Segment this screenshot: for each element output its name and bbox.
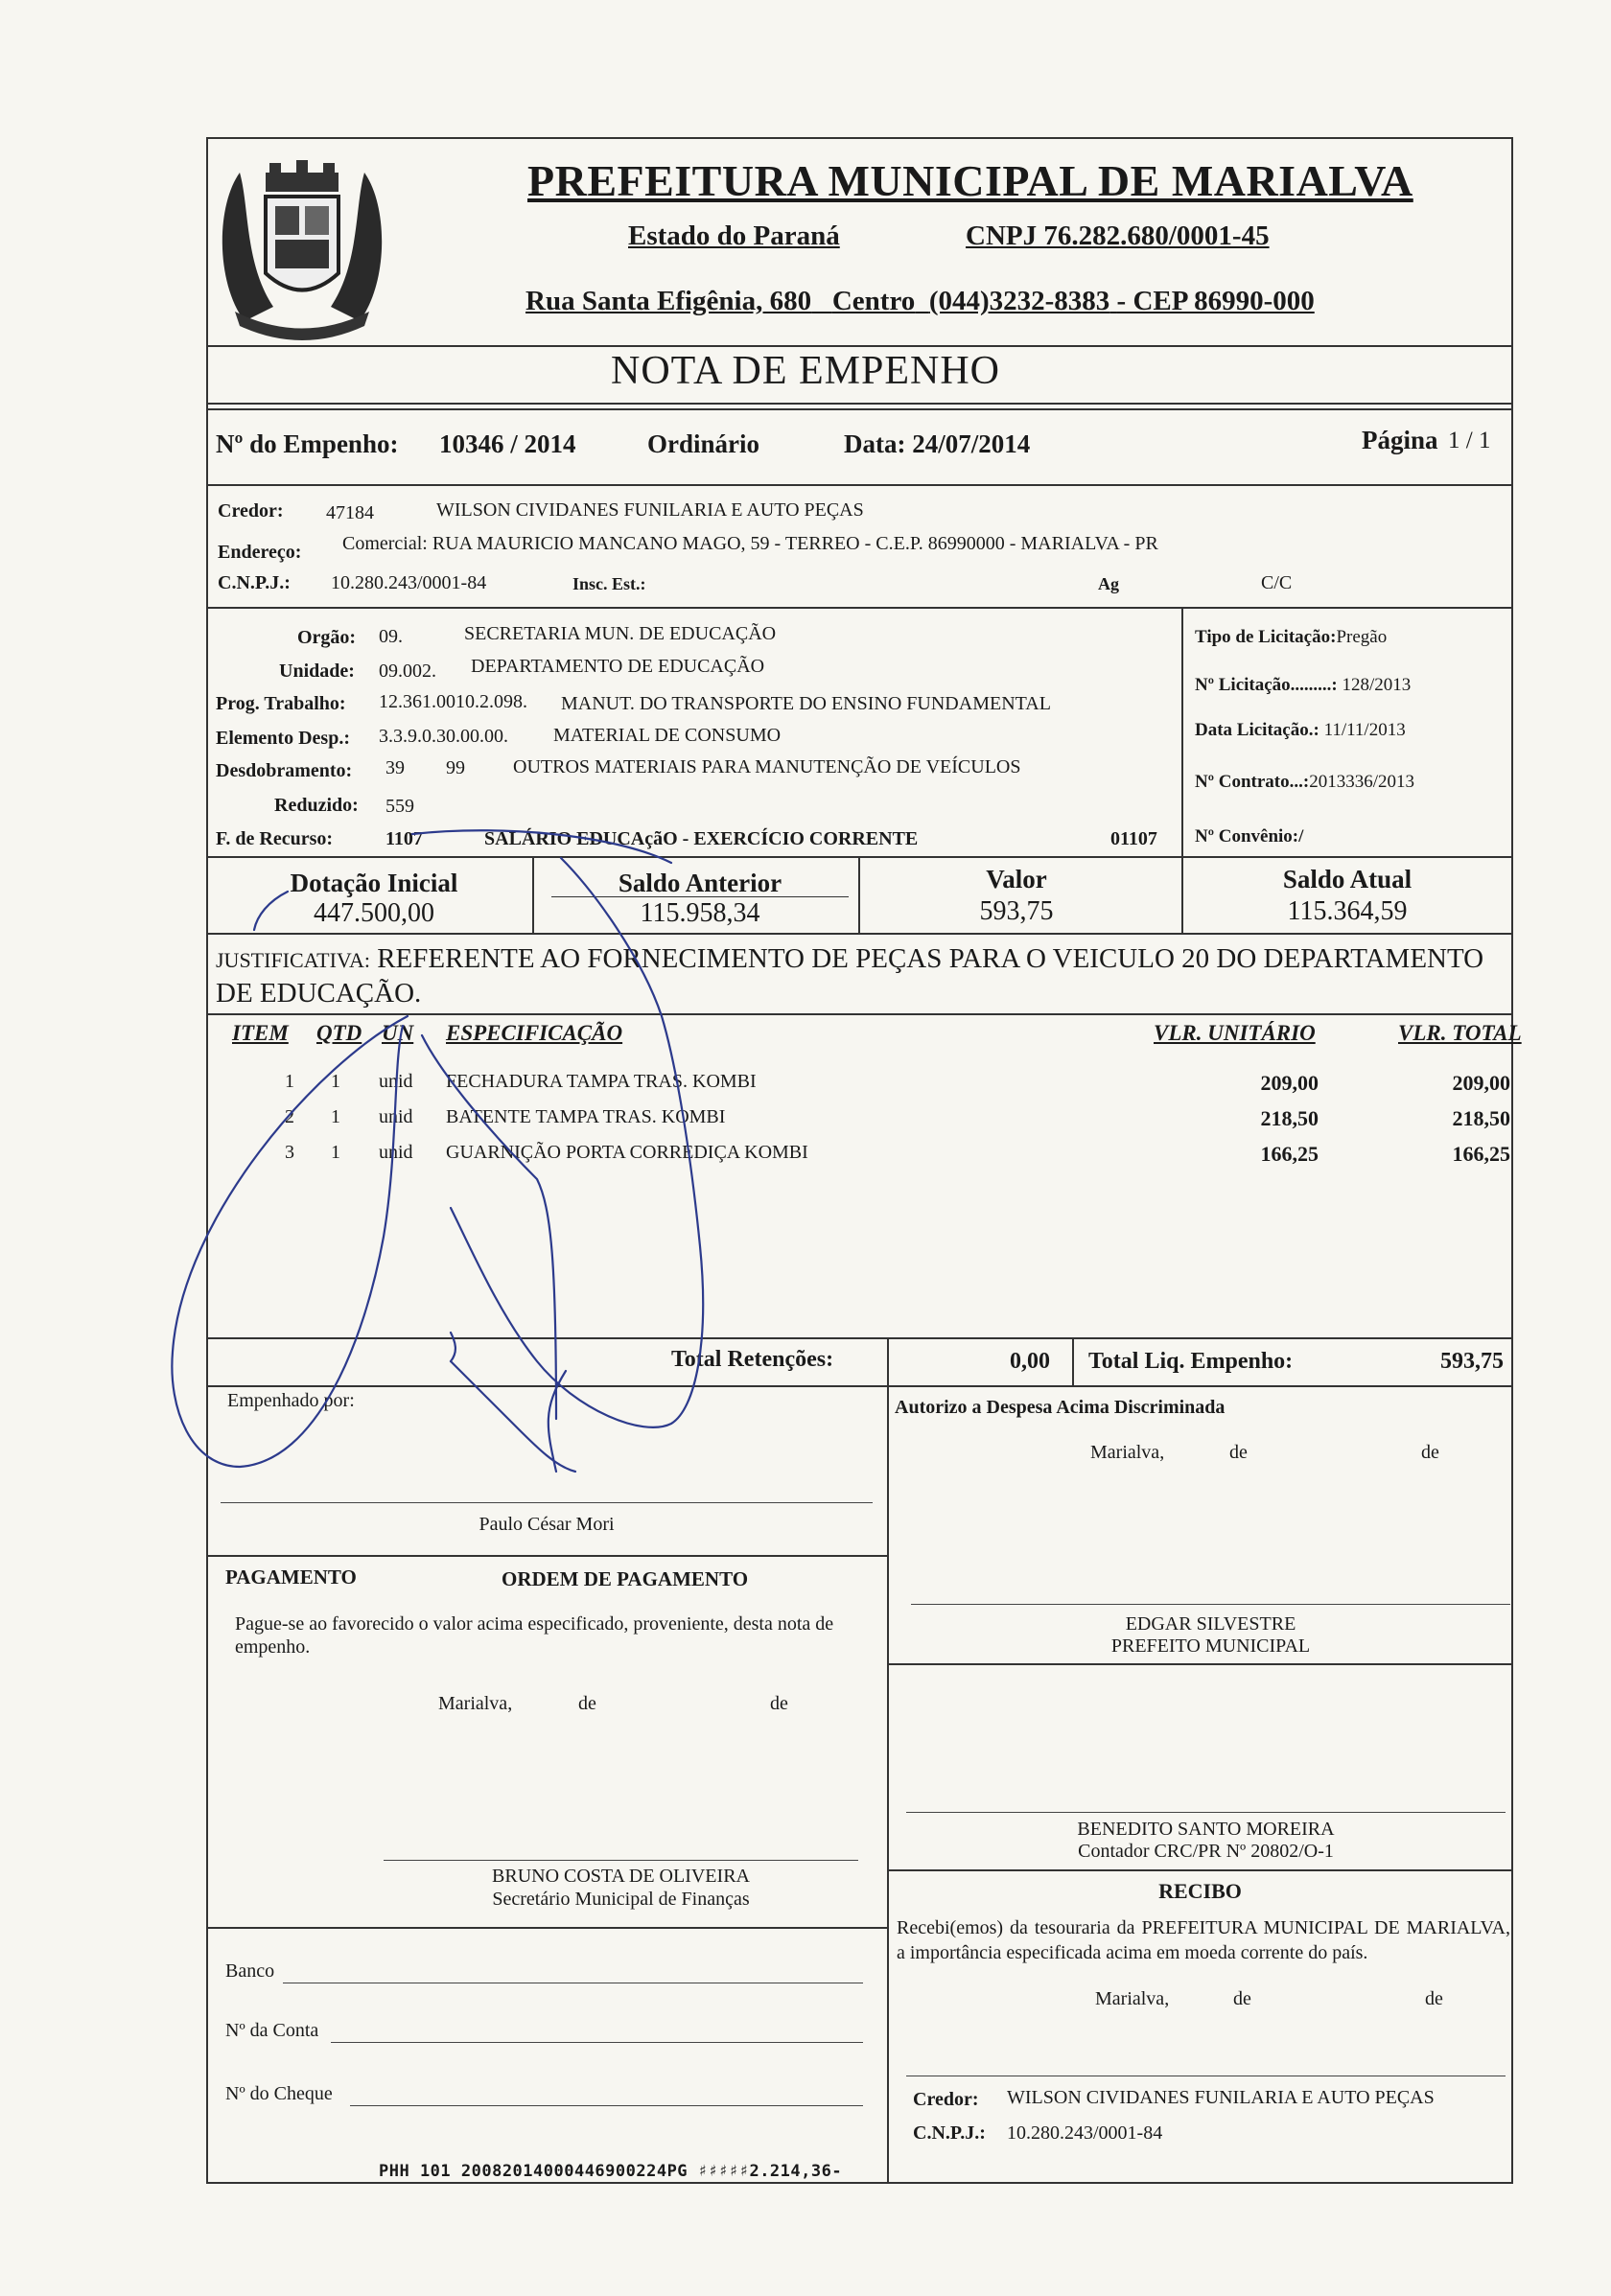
justificativa xyxy=(216,942,1483,1009)
total-liq-label: Total Liq. Empenho: xyxy=(1088,1349,1294,1374)
recurso-number: 01107 xyxy=(1110,828,1157,849)
num-licitacao-label: Nº Licitação.........: 128/2013 xyxy=(1195,675,1412,695)
recibo-credor-label: Credor: xyxy=(913,2089,979,2110)
elem-code: 3.3.9.0.30.00.00. xyxy=(379,726,508,747)
autorizo-de-2: de xyxy=(1421,1442,1439,1463)
reduzido-value: 559 xyxy=(385,796,414,817)
recibo-city: Marialva, xyxy=(1095,1988,1170,2009)
item-number: 1 xyxy=(285,1071,294,1092)
credor-cnpj: 10.280.243/0001-84 xyxy=(331,572,487,593)
credor-label: Credor: xyxy=(218,500,284,522)
justificativa-text-2: DE EDUCAÇÃO. xyxy=(216,978,422,1009)
recurso-desc: SALÁRIO EDUCAçãO - EXERCÍCIO CORRENTE xyxy=(484,828,919,849)
data-licitacao-value: 11/11/2013 xyxy=(1323,720,1406,740)
item-total-price: 166,25 xyxy=(1452,1142,1510,1166)
page-title: PREFEITURA MUNICIPAL DE MARIALVA xyxy=(527,156,1413,205)
unidade-code: 09.002. xyxy=(379,661,436,682)
address-label xyxy=(525,286,1315,317)
coat-of-arms-logo xyxy=(206,139,398,345)
item-description: GUARNIÇÃO PORTA CORREDIÇA KOMBI xyxy=(446,1142,808,1163)
item-unit: unid xyxy=(379,1142,413,1163)
contrato-value: 2013336/2013 xyxy=(1309,772,1414,792)
item-qtd: 1 xyxy=(331,1071,340,1092)
credor-name: WILSON CIVIDANES FUNILARIA E AUTO PEÇAS xyxy=(436,499,864,521)
pagamento-city: Marialva, xyxy=(438,1693,513,1714)
empenhado-label: Empenhado por: xyxy=(227,1390,355,1411)
desd-a: 39 xyxy=(385,757,405,778)
desd-desc: OUTROS MATERIAIS PARA MANUTENÇÃO DE VEÍCULOS xyxy=(513,756,1021,777)
autorizo-label: Autorizo a Despesa Acima Discriminada xyxy=(895,1397,1226,1418)
banco-label: Banco xyxy=(225,1960,275,1982)
state-label: Estado do Paraná xyxy=(628,220,840,251)
street: Rua Santa Efigênia, 680 xyxy=(525,286,812,316)
desd-label: Desdobramento: xyxy=(216,760,353,781)
prefeito-title: PREFEITO MUNICIPAL xyxy=(1110,1635,1311,1657)
saldo-atual-value: 115.364,59 xyxy=(1287,896,1408,926)
item-number: 3 xyxy=(285,1142,294,1163)
orgao-desc: SECRETARIA MUN. DE EDUCAÇÃO xyxy=(464,623,777,644)
insc-label: Insc. Est.: xyxy=(572,574,646,593)
cc-label: C/C xyxy=(1261,572,1293,593)
cep: - CEP 86990-000 xyxy=(1116,286,1315,316)
item-unit-price: 209,00 xyxy=(1260,1071,1319,1095)
num-licitacao-value: 128/2013 xyxy=(1342,675,1412,695)
autorizo-de-1: de xyxy=(1229,1442,1248,1463)
col-especificacao: ESPECIFICAÇÃO xyxy=(446,1021,623,1045)
dotacao-label: Dotação Inicial xyxy=(290,869,458,897)
item-total-price: 209,00 xyxy=(1452,1071,1510,1095)
convenio-label: Nº Convênio:/ xyxy=(1195,826,1304,847)
orgao-code: 09. xyxy=(379,626,403,647)
item-unit: unid xyxy=(379,1071,413,1092)
recurso-code: 1107 xyxy=(385,828,423,849)
orgao-label: Orgão: xyxy=(297,627,357,648)
recibo-credor: WILSON CIVIDANES FUNILARIA E AUTO PEÇAS xyxy=(1007,2087,1435,2108)
item-total-price: 218,50 xyxy=(1452,1106,1510,1130)
col-vlr-unitario: VLR. UNITÁRIO xyxy=(1154,1021,1316,1045)
valor-label: Valor xyxy=(986,865,1047,893)
col-item: ITEM xyxy=(232,1021,289,1045)
empenho-number: 10346 / 2014 xyxy=(439,429,576,458)
reduzido-label: Reduzido: xyxy=(274,795,359,816)
footer-code: PHH 101 20082014000446900224PG ♯♯♯♯♯2.214,36- xyxy=(379,2162,843,2181)
contador-name: BENEDITO SANTO MOREIRA xyxy=(1077,1819,1335,1840)
page-number: 1 / 1 xyxy=(1448,428,1491,453)
prog-code: 12.361.0010.2.098. xyxy=(379,691,527,712)
unidade-desc: DEPARTAMENTO DE EDUCAÇÃO xyxy=(471,656,765,677)
page-label: Página xyxy=(1362,426,1438,454)
cnpj-label: CNPJ 76.282.680/0001-45 xyxy=(966,220,1270,251)
cheque-label: Nº do Cheque xyxy=(225,2083,333,2104)
credor-code: 47184 xyxy=(326,502,374,523)
recibo-cnpj: 10.280.243/0001-84 xyxy=(1007,2122,1163,2144)
pagamento-de-2: de xyxy=(770,1693,788,1714)
secretario-title: Secretário Municipal de Finanças xyxy=(492,1889,750,1910)
item-description: BATENTE TAMPA TRAS. KOMBI xyxy=(446,1106,726,1127)
saldo-anterior-label: Saldo Anterior xyxy=(618,869,782,897)
item-description: FECHADURA TAMPA TRAS. KOMBI xyxy=(446,1071,757,1092)
prefeito-name: EDGAR SILVESTRE xyxy=(1125,1613,1296,1635)
district: Centro xyxy=(831,286,916,316)
elem-desc: MATERIAL DE CONSUMO xyxy=(553,725,782,746)
item-unit: unid xyxy=(379,1106,413,1127)
prog-label: Prog. Trabalho: xyxy=(216,693,346,714)
col-un: UN xyxy=(382,1021,414,1045)
col-qtd: QTD xyxy=(316,1021,362,1045)
credor-address: Comercial: RUA MAURICIO MANCANO MAGO, 59 - TERREO - C.E.P. 86990000 - MARIALVA - PR xyxy=(342,533,1158,554)
recibo-title: RECIBO xyxy=(1158,1879,1242,1903)
autorizo-city: Marialva, xyxy=(1090,1442,1165,1463)
desd-b: 99 xyxy=(446,757,465,778)
saldo-atual-label: Saldo Atual xyxy=(1282,865,1413,893)
credor-cnpj-label: C.N.P.J.: xyxy=(218,572,291,593)
ag-label: Ag xyxy=(1098,574,1119,593)
valor-value: 593,75 xyxy=(979,896,1054,926)
justificativa-text: REFERENTE AO FORNECIMENTO DE PEÇAS PARA O VEICULO 20 DO DEPARTAMENTO xyxy=(377,943,1484,974)
recibo-de-2: de xyxy=(1425,1988,1443,2009)
prog-desc: MANUT. DO TRANSPORTE DO ENSINO FUNDAMENTAL xyxy=(561,693,1051,714)
elem-label: Elemento Desp.: xyxy=(216,728,350,749)
empenhado-name: Paulo César Mori xyxy=(479,1514,615,1535)
empenho-type: Ordinário xyxy=(647,429,760,458)
pagamento-de-1: de xyxy=(578,1693,596,1714)
item-qtd: 1 xyxy=(331,1106,340,1127)
item-unit-price: 218,50 xyxy=(1260,1106,1319,1130)
contador-title: Contador CRC/PR Nº 20802/O-1 xyxy=(1078,1841,1334,1862)
contrato-label: Nº Contrato...:2013336/2013 xyxy=(1195,772,1414,792)
tipo-licitacao-value: Pregão xyxy=(1336,627,1388,647)
tipo-licitacao-label: Tipo de Licitação:Pregão xyxy=(1195,627,1388,647)
dotacao-value: 447.500,00 xyxy=(314,898,434,928)
conta-label: Nº da Conta xyxy=(225,2020,319,2041)
recibo-de-1: de xyxy=(1233,1988,1251,2009)
unidade-label: Unidade: xyxy=(279,661,355,682)
col-vlr-total: VLR. TOTAL xyxy=(1398,1021,1522,1045)
empenho-date: Data: 24/07/2014 xyxy=(844,429,1031,458)
retencoes-label: Total Retenções: xyxy=(671,1347,834,1372)
secretario-name: BRUNO COSTA DE OLIVEIRA xyxy=(492,1866,750,1887)
saldo-anterior-value: 115.958,34 xyxy=(640,898,760,928)
item-unit-price: 166,25 xyxy=(1260,1142,1319,1166)
ordem-pagamento-label: ORDEM DE PAGAMENTO xyxy=(502,1567,749,1590)
item-qtd: 1 xyxy=(331,1142,340,1163)
total-liq-value: 593,75 xyxy=(1440,1349,1504,1374)
recibo-text: Recebi(emos) da tesouraria da PREFEITURA MUNICIPAL DE MARIALVA, a importância especificada acima em moeda corrente do país. xyxy=(897,1917,1510,1963)
retencoes-value: 0,00 xyxy=(1010,1349,1050,1374)
recibo-cnpj-label: C.N.P.J.: xyxy=(913,2122,986,2144)
address-label-credor: Endereço: xyxy=(218,542,302,563)
empenho-label: Nº do Empenho: xyxy=(216,429,399,458)
pagamento-text: Pague-se ao favorecido o valor acima especificado, proveniente, desta nota de empenho. xyxy=(235,1613,834,1658)
recurso-label: F. de Recurso: xyxy=(216,828,334,849)
pagamento-label: PAGAMENTO xyxy=(225,1565,357,1589)
data-licitacao-label: Data Licitação.: 11/11/2013 xyxy=(1195,720,1406,740)
phone: (044)3232-8383 xyxy=(928,286,1110,316)
justificativa-label: JUSTIFICATIVA: xyxy=(216,948,370,972)
item-number: 2 xyxy=(285,1106,294,1127)
doc-title: NOTA DE EMPENHO xyxy=(611,349,1000,393)
